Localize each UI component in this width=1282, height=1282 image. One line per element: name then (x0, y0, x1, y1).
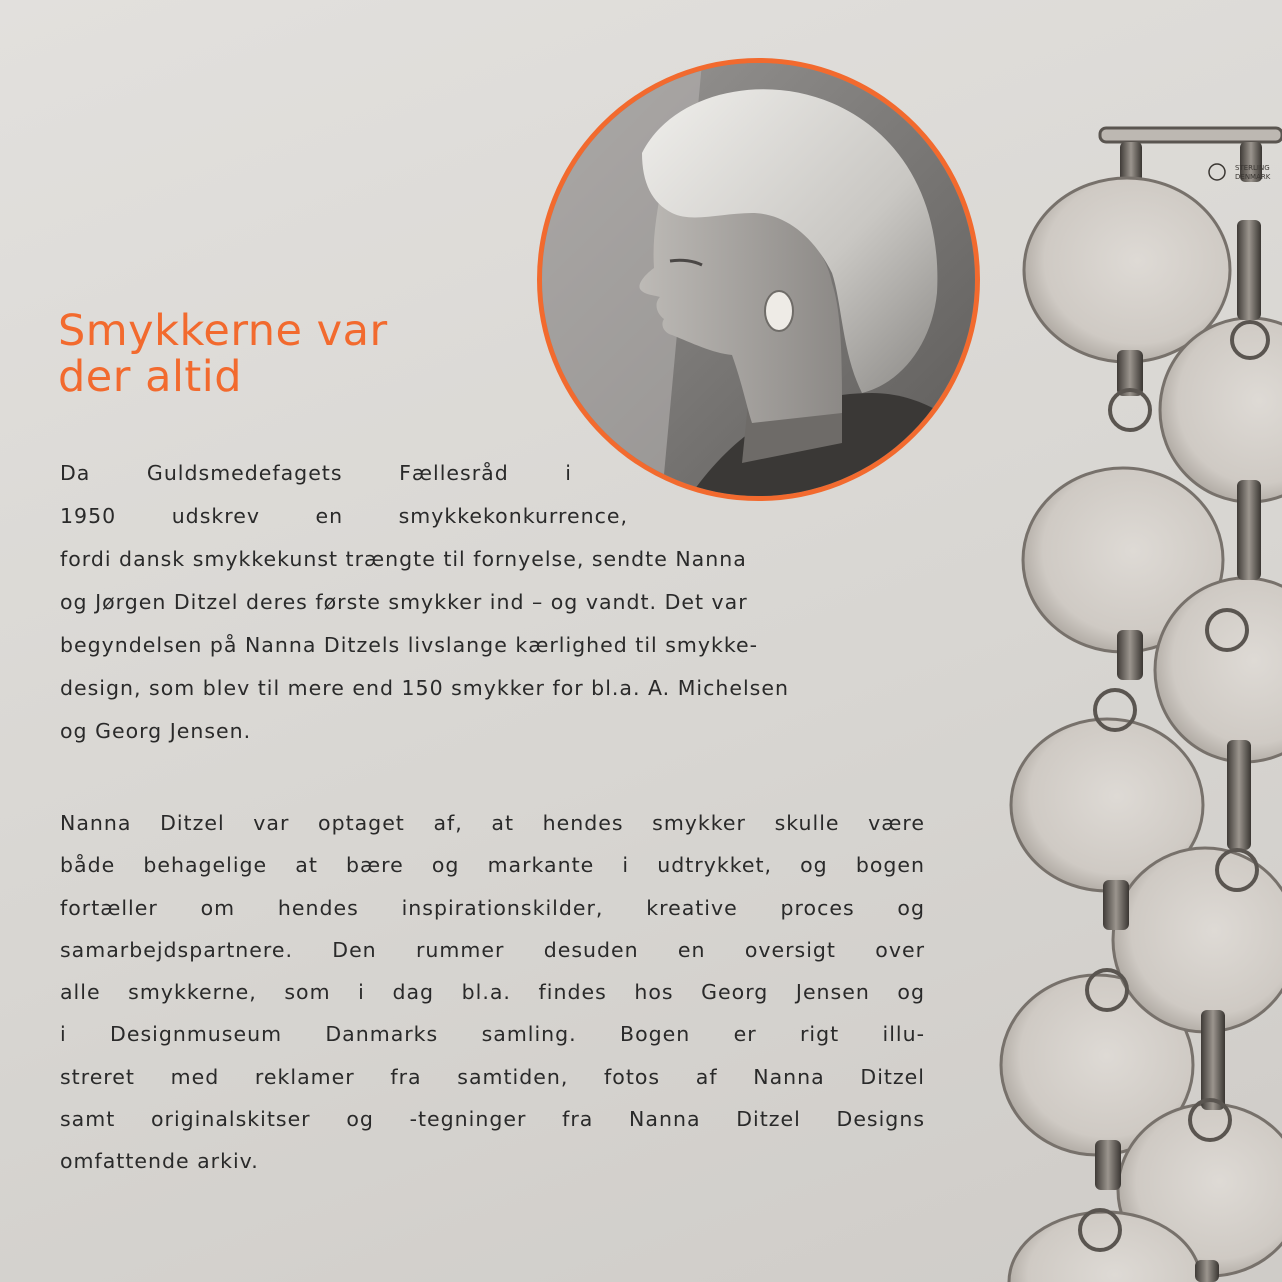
text-line: 1950 udskrev en smykkekonkurrence, (60, 504, 628, 528)
text-line: omfattende arkiv. (60, 1149, 259, 1174)
text-line: både behagelige at bære og markante i udtrykket, og bogen (60, 853, 925, 878)
text-line: begyndelsen på Nanna Ditzels livslange kærlighed til smykke- (60, 633, 759, 657)
text-line: samarbejdspartnere. Den rummer desuden en oversigt over (60, 937, 925, 962)
hallmark-icon (1209, 164, 1225, 180)
text-line: design, som blev til mere end 150 smykker for bl.a. A. Michelsen (60, 676, 789, 700)
text-line: Nanna Ditzel var optaget af, at hendes smykker skulle være (60, 811, 925, 835)
hallmark-stamp-line-2: DENMARK (1235, 173, 1271, 181)
text-line: og Jørgen Ditzel deres første smykker ind – og vandt. Det var (60, 590, 748, 614)
text-line: og Georg Jensen. (60, 719, 252, 743)
text-line: samt originalskitser og -tegninger fra Nanna Ditzel Designs (60, 1107, 925, 1132)
silver-necklace-image (995, 110, 1282, 1282)
heading-line-1: Smykkerne var (58, 306, 388, 356)
portrait-photo (537, 58, 980, 501)
hallmark-stamp-line-1: STERLING (1235, 164, 1270, 172)
text-line: streret med reklamer fra samtiden, fotos af Nanna Ditzel (60, 1064, 925, 1089)
intro-paragraph (60, 452, 935, 753)
description-paragraph (60, 802, 925, 1183)
text-line: fordi dansk smykkekunst trængte til fornyelse, sendte Nanna (60, 547, 747, 571)
text-line: fortæller om hendes inspirationskilder, kreative proces og (60, 895, 925, 920)
text-line: Da Guldsmedefagets Fællesråd i (60, 461, 572, 485)
text-line: i Designmuseum Danmarks samling. Bogen er rigt illu- (60, 1022, 925, 1047)
page-heading (58, 308, 528, 401)
text-line: alle smykkerne, som i dag bl.a. findes hos Georg Jensen og (60, 980, 925, 1005)
heading-line-2: der altid (58, 352, 242, 403)
